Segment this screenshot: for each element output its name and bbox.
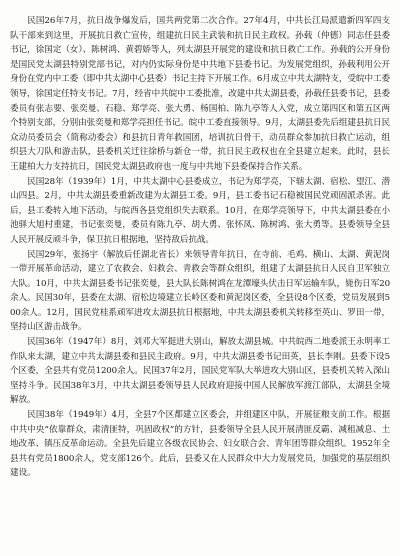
document-body	[10, 14, 390, 481]
paragraph-4: 民国36年（1947年）8月，刘邓大军挺进大别山，解放太湖县城。中共皖西二地委派王永明率工作队来太湖，建立中共太湖县委和县民主政府。9月，中共太湖县委书记田英，县长李刚。县委下设5个区委，全县共有党员1200余人。民国37年2月，国民党军队大举进攻大别山区，县委机关转入深山坚持斗争。民国38年3月，中共太湖县委领导县人民政府迎接中国人民解放军渡江部队，太湖县全境解放。	[10, 337, 390, 406]
paragraph-1: 民国26年7月，抗日战争爆发后，国共两党第二次合作。27年4月，中共长江局派遣新四军四支队干部来到这里，开展抗日救亡宣传，组建抗日民主武装和抗日民主政权。孙载（仲德）同志任县委书记，徐国定（女）、陈树鸿、黄碧娇等人，列太湖县开展党的建设和抗日救亡工作。孙载的公开身份是国民党太湖县特别党部书记，对内仍实际身份是中共地下县委书记。为发展党组织，孙载利用公开身份在党内中工委（即中共太湖中心县委）书记主持下开展工作。6月成立中共太湖特支，受皖中工委领导，徐国定任特支书记。7月，经省中共皖中工委批准，改建中共太湖县委，孙载任县委书记，县委委员有张志要、张奕曼、石稳、郑学亮、张大勇、杨国柏、陈九亭等人入党，成立第四区和第五区两个特别支部，分别由张奕曼和郑学亮担任书记。皖中工委直接领导。9月，太湖县委先后组建县抗日民众动员委员会（简称动委会）和县抗日青年救国团，培训抗日骨干，动员群众参加抗日救亡运动，组织县大刀队和游击队，县委机关迁往徐桥与新仓一带，抗日民主政权也在全县建立起来。此时，县长王建柏大力支持抗日，国民党太湖县政府也一度与中共地下县委保持合作关系。	[10, 16, 390, 172]
paragraph-3: 民国29年，张扬宇（解放后任湖北省长）来领导青年抗日，在寺前、毛鸡、横山、太湖、黄泥岗一带开展革命活动，建立了农救会、妇救会、青救会等群众组织，组建了太湖县抗日人民自卫军独立大队。10月，中共太湖县委书记张奕曼，县大队长陈树鸿在龙潭壕头伏击日军运输车队，毙伤日军20余人。民国30年，县委在太湖、宿松边境建立长岭区委和黄泥岗区委，全县设8个区委，党员发展到500余人。12月，国民党桂系顽军进攻太湖县抗日根据地，中共太湖县委机关转移至英山、罗田一带，坚持山区游击战争。	[10, 249, 390, 333]
paragraph-5: 民国38年（1949年）4月，全县7个区都建立区委会，并组建区中队，开展征粮支前工作。根据中共中央“依靠群众，肃清匪特，巩固政权”的方针，县委领导全县人民开展清匪反霸、减租减息、土地改革、镇压反革命运动。全县先后建立各级农民协会、妇女联合会、青年团等群众组织。1952年全县共有党员1800余人，党支部126个。此后，县委又在人民群众中大力发展党员，加强党的基层组织建设。	[10, 410, 390, 479]
paragraph-2: 民国28年（1939年）1月，中共太湖中心县委成立，书记为郑学亮，下辖太湖、宿松、望江、潜山四县。2月，中共太湖县委重新改建为太湖县工委。9月，县工委书记石稳被国民党顽固派杀害。此后，县工委转入地下活动，与皖西各县党组织失去联系。10月，在郑学亮领导下，中共太湖县委在小池驿大旭村重建，书记张奕曼，委员有陈九亭、胡大勇、张怀凤、陈树鸿、张大勇等。县委领导全县人民开展反顽斗争，保卫抗日根据地，坚持敌后抗战。	[10, 176, 390, 245]
